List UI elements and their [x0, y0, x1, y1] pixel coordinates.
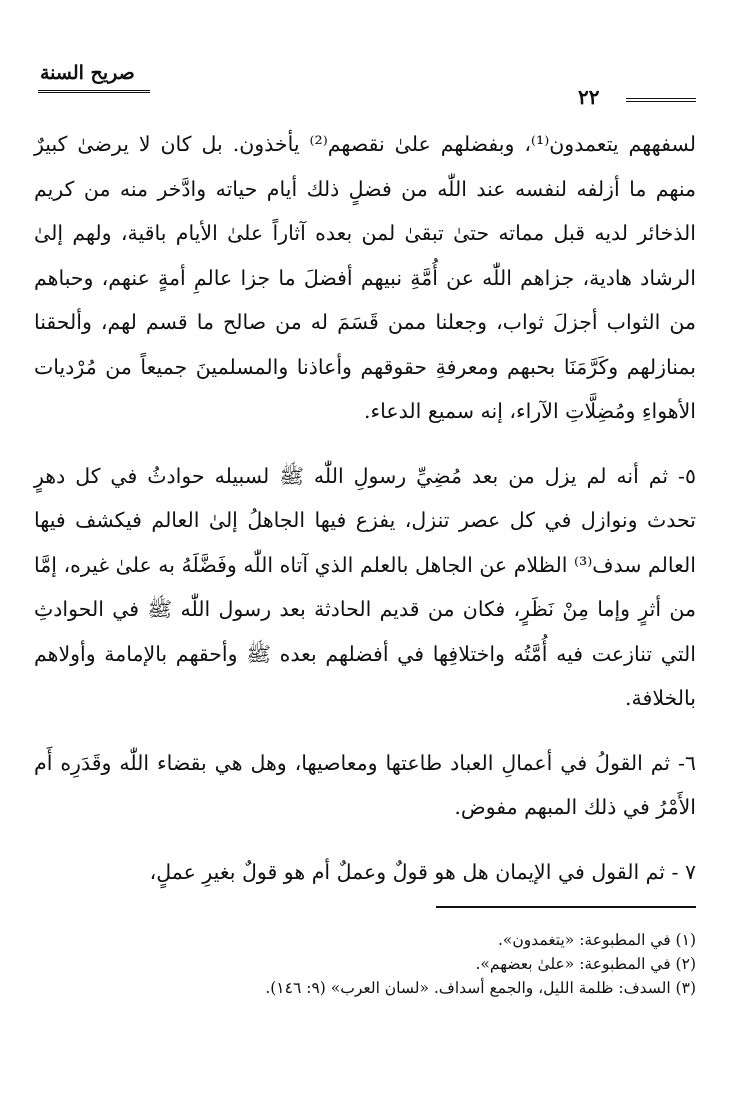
footnote-1: (١) في المطبوعة: «يتغمدون». [497, 931, 696, 949]
paragraph-7: ٧ - ثم القول في الإيمان هل هو قولٌ وعملٌ أم هو قولٌ بغيرِ عملٍ، [149, 859, 696, 884]
footnote-2: (٢) في المطبوعة: «علىٰ بعضهم». [475, 955, 696, 973]
header-rule-right [626, 98, 696, 106]
page-number: ٢٢ [578, 85, 600, 109]
running-header-title: صريح السنة [40, 62, 135, 84]
footnote-separator [436, 906, 696, 908]
paragraph-continuation: لسفههم يتعمدون⁽¹⁾، وبفضلهم علىٰ نقصهم⁽²⁾ يأخذون. بل كان لا يرضىٰ كبيرٌ منهم ما أزلفه لنفسه عند اللّٰه من فضلٍ ذلك أيام حياته وادَّخر منه من كريم الذخائر لديه قبل مماته حتىٰ تبقىٰ لمن بعده آثاراً علىٰ الأيام باقية، ولهم إلىٰ الرشاد هادية، جزاهم اللّٰه عن أُمَّةِ نبيهم أفضلَ ما جزا عالمِ أمةٍ عنهم، وحباهم من الثواب أجزلَ ثواب، وجعلنا ممن قَسَمَ له من صالح ما قسم لهم، وألحقنا بمنازلهم وكَرَّمَنَا بحبهم ومعرفةِ حقوقهم وأعاذنا والمسلمينَ جميعاً من مُرْديات الأهواءِ ومُضِلَّاتِ الآراء، إنه سميع الدعاء. [34, 132, 696, 423]
footnotes [34, 928, 696, 1000]
paragraph-5: ٥- ثم أنه لم يزل من بعد مُضِيِّ رسولِ اللّٰه ﷺ لسبيله حوادثُ في كل دهرٍ تحدث ونوازل في كل عصر تنزل، يفزع فيها الجاهلُ إلىٰ العالم فيكشف فيها العالم سدف⁽³⁾ الظلام عن الجاهل بالعلم الذي آتاه اللّٰه وفَضَّلَهُ به علىٰ غيره، إمَّا من أثرٍ وإما مِنْ نَظَرٍ، فكان من قديم الحادثة بعد رسول اللّٰه ﷺ في الحوادثِ التي تنازعت فيه أُمَّتُه واختلافِها في أفضلهم بعده ﷺ وأحقهم بالإمامة وأولاهم بالخلافة. [34, 463, 696, 710]
footnote-3: (٣) السدف: ظلمة الليل، والجمع أسداف. «لسان العرب» (٩: ١٤٦). [265, 979, 696, 997]
header-rule-left [38, 90, 150, 96]
paragraph-6: ٦- ثم القولُ في أعمالِ العباد طاعتها ومعاصيها، وهل هي بقضاء اللّٰه وقَدَرِه أَم الأَمْرُ في ذلك المبهم مفوض. [34, 750, 696, 819]
main-text [34, 122, 696, 894]
